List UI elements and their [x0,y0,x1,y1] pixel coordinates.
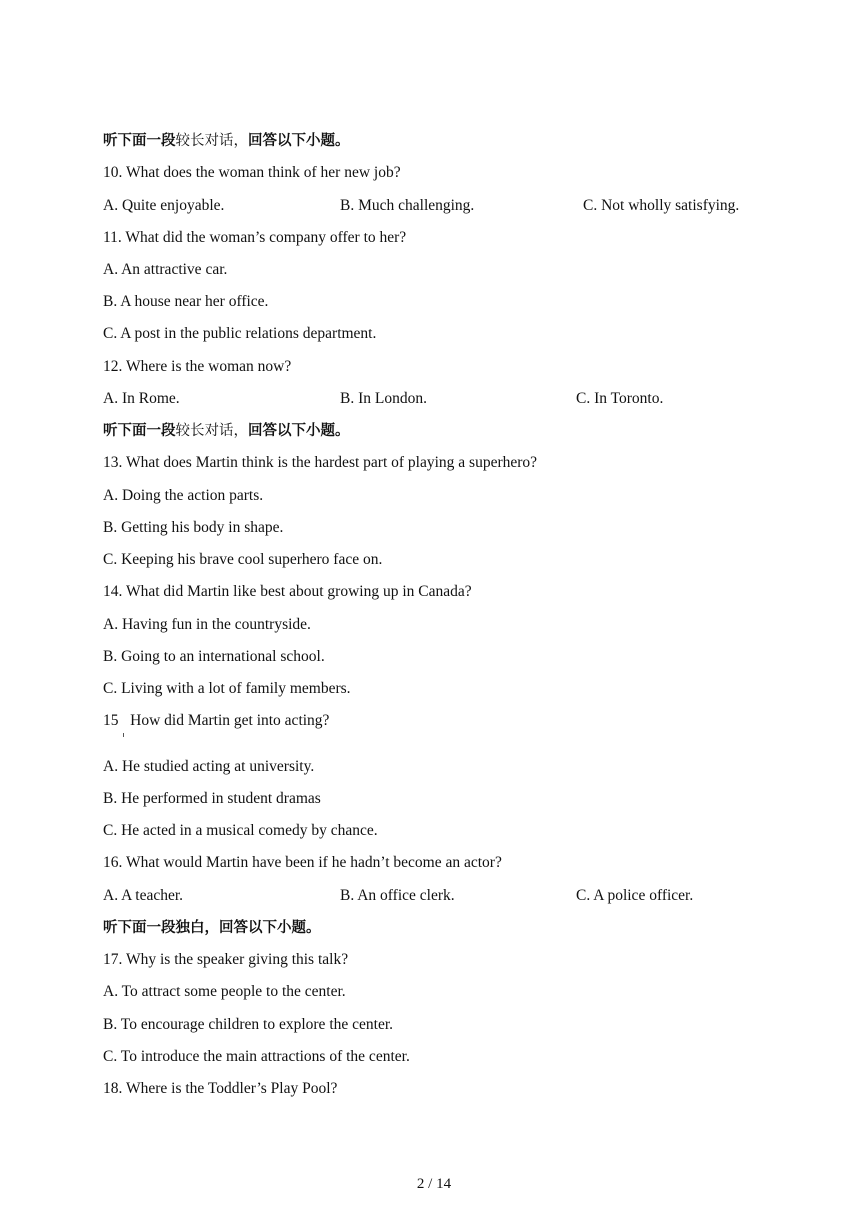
question-12-stem: 12. Where is the woman now? [103,358,292,375]
heading-bold-part: 听下面一段独白，回答以下小题。 [103,920,321,936]
question-14-option-a: A. Having fun in the countryside. [103,616,311,633]
question-14-option-b: B. Going to an international school. [103,648,325,665]
question-11-option-b: B. A house near her office. [103,293,269,310]
question-15-option-a: A. He studied acting at university. [103,758,315,775]
heading-bold-part: 回答以下小题。 [248,133,350,149]
question-15-option-c: C. He acted in a musical comedy by chance. [103,822,378,839]
question-13-option-c: C. Keeping his brave cool superhero face on. [103,551,383,568]
question-13-option-a: A. Doing the action parts. [103,487,264,504]
question-10-option-c: C. Not wholly satisfying. [583,197,740,214]
heading-bold-part: 听下面一段 [103,423,176,439]
question-18-stem: 18. Where is the Toddler’s Play Pool? [103,1080,338,1097]
question-10-option-a: A. Quite enjoyable. [103,197,225,214]
heading-bold-part: 听下面一段 [103,133,176,149]
question-16-stem: 16. What would Martin have been if he hadn’t become an actor? [103,854,502,871]
question-12-option-c: C. In Toronto. [576,390,664,407]
question-11-option-c: C. A post in the public relations department. [103,325,377,342]
question-10-stem: 10. What does the woman think of her new job? [103,164,401,181]
section-heading-3 [103,918,321,938]
question-15-option-b: B. He performed in student dramas [103,790,321,807]
section-heading-1 [103,131,350,151]
heading-normal-part: 较长对话， [175,133,248,149]
question-15-stem: 15 How did Martin get into acting? [103,712,330,729]
question-12-option-b: B. In London. [340,390,427,407]
question-17-option-c: C. To introduce the main attractions of the center. [103,1048,410,1065]
question-10-option-b: B. Much challenging. [340,197,475,214]
question-13-stem: 13. What does Martin think is the hardest part of playing a superhero? [103,454,538,471]
question-14-option-c: C. Living with a lot of family members. [103,680,351,697]
question-12-option-a: A. In Rome. [103,390,180,407]
question-16-option-b: B. An office clerk. [340,887,455,904]
question-17-option-a: A. To attract some people to the center. [103,983,346,1000]
scan-mark [123,733,124,737]
section-heading-2 [103,421,350,441]
question-17-stem: 17. Why is the speaker giving this talk? [103,951,349,968]
question-11-stem: 11. What did the woman’s company offer to her? [103,229,407,246]
question-11-option-a: A. An attractive car. [103,261,228,278]
heading-bold-part: 回答以下小题。 [248,423,350,439]
question-16-option-a: A. A teacher. [103,887,184,904]
question-17-option-b: B. To encourage children to explore the center. [103,1016,394,1033]
question-16-option-c: C. A police officer. [576,887,694,904]
question-13-option-b: B. Getting his body in shape. [103,519,284,536]
question-14-stem: 14. What did Martin like best about growing up in Canada? [103,583,472,600]
heading-normal-part: 较长对话， [175,423,248,439]
page-number: 2 / 14 [416,1176,452,1192]
